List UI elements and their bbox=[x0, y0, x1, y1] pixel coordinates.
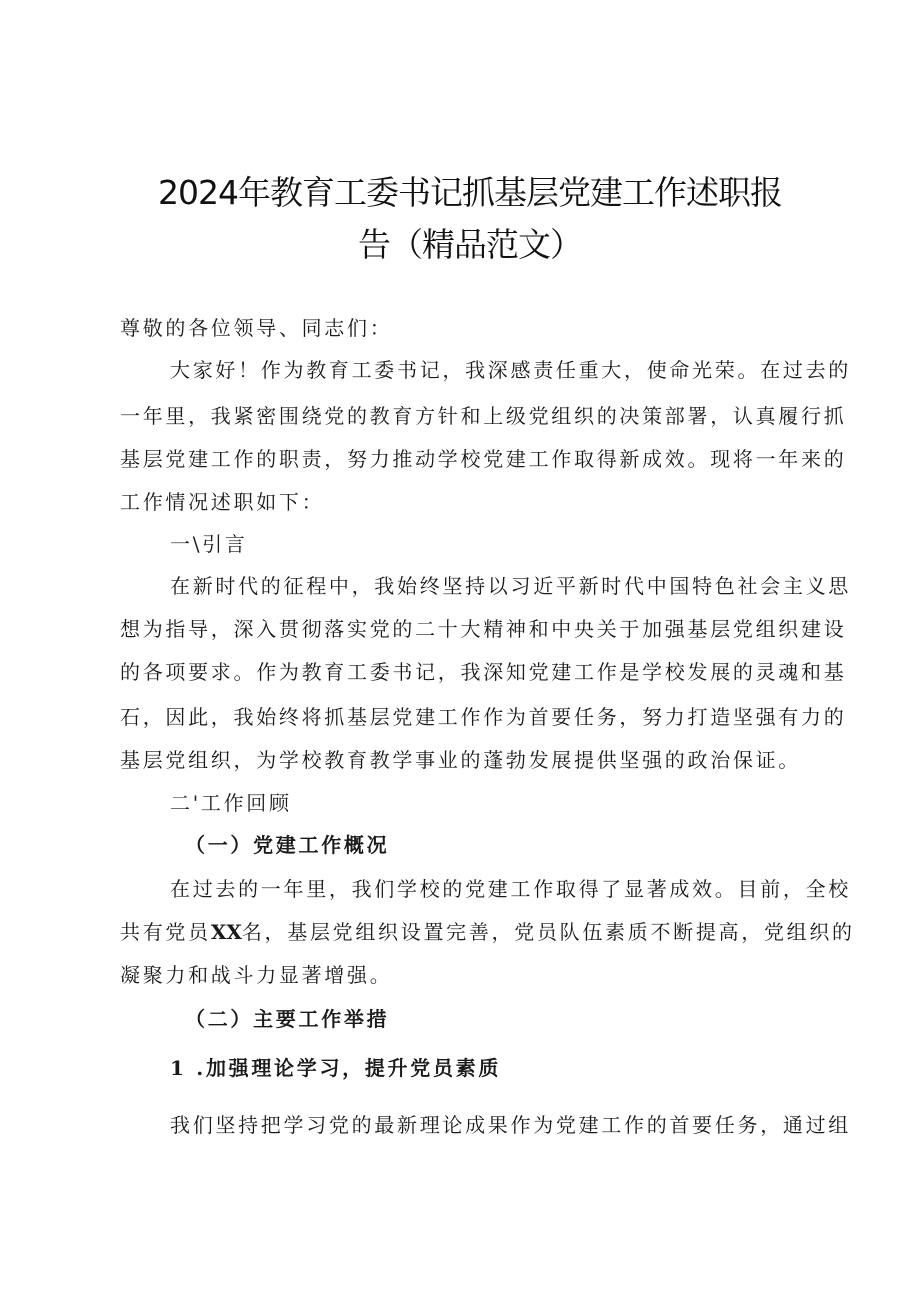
subsection-1-line-2-prefix: 共有党员 bbox=[120, 920, 211, 944]
salutation: 尊敬的各位领导、同志们： bbox=[120, 316, 393, 340]
subsection-1-line-3: 凝聚力和战斗力显著增强。 bbox=[120, 963, 393, 987]
intro-line-1: 大家好！作为教育工委书记，我深感责任重大，使命光荣。在过去的 bbox=[170, 358, 851, 382]
intro-line-4: 工作情况述职如下： bbox=[120, 490, 325, 514]
section-1-heading: 一\引言 bbox=[170, 532, 248, 556]
section-1-line-5: 基层党组织，为学校教育教学事业的蓬勃发展提供坚强的政治保证。 bbox=[120, 748, 801, 772]
item-1-heading: 1 .加强理论学习，提升党员素质 bbox=[170, 1056, 502, 1080]
section-1-line-1: 在新时代的征程中，我始终坚持以习近平新时代中国特色社会主义思 bbox=[170, 574, 851, 598]
intro-line-2: 一年里，我紧密围绕党的教育方针和上级党组织的决策部署，认真履行抓 bbox=[120, 404, 847, 428]
section-2-heading: 二'工作回顾 bbox=[170, 791, 292, 815]
intro-line-3: 基层党建工作的职责，努力推动学校党建工作取得新成效。现将一年来的 bbox=[120, 447, 847, 471]
subsection-2-heading: （二）主要工作举措 bbox=[185, 1007, 390, 1031]
section-1-line-4: 石，因此，我始终将抓基层党建工作作为首要任务，努力打造坚强有力的 bbox=[120, 705, 847, 729]
subsection-1-heading: （一）党建工作概况 bbox=[185, 833, 390, 857]
item-1-line-1: 我们坚持把学习党的最新理论成果作为党建工作的首要任务，通过组 bbox=[170, 1113, 851, 1137]
subsection-1-line-2 bbox=[120, 917, 855, 947]
document-title-line-1: 2024年教育工委书记抓基层党建工作述职报 bbox=[158, 173, 782, 212]
subsection-1-line-2-suffix: 名，基层党组织设置完善，党员队伍素质不断提高，党组织的 bbox=[241, 920, 855, 944]
section-1-line-3: 的各项要求。作为教育工委书记，我深知党建工作是学校发展的灵魂和基 bbox=[120, 660, 847, 684]
member-count-placeholder: XX bbox=[210, 920, 242, 944]
document-title-line-2: 告（精品范文） bbox=[358, 225, 582, 264]
section-1-line-2: 想为指导，深入贯彻落实党的二十大精神和中央关于加强基层党组织建设 bbox=[120, 617, 847, 641]
subsection-1-line-1: 在过去的一年里，我们学校的党建工作取得了显著成效。目前，全校 bbox=[170, 877, 851, 901]
